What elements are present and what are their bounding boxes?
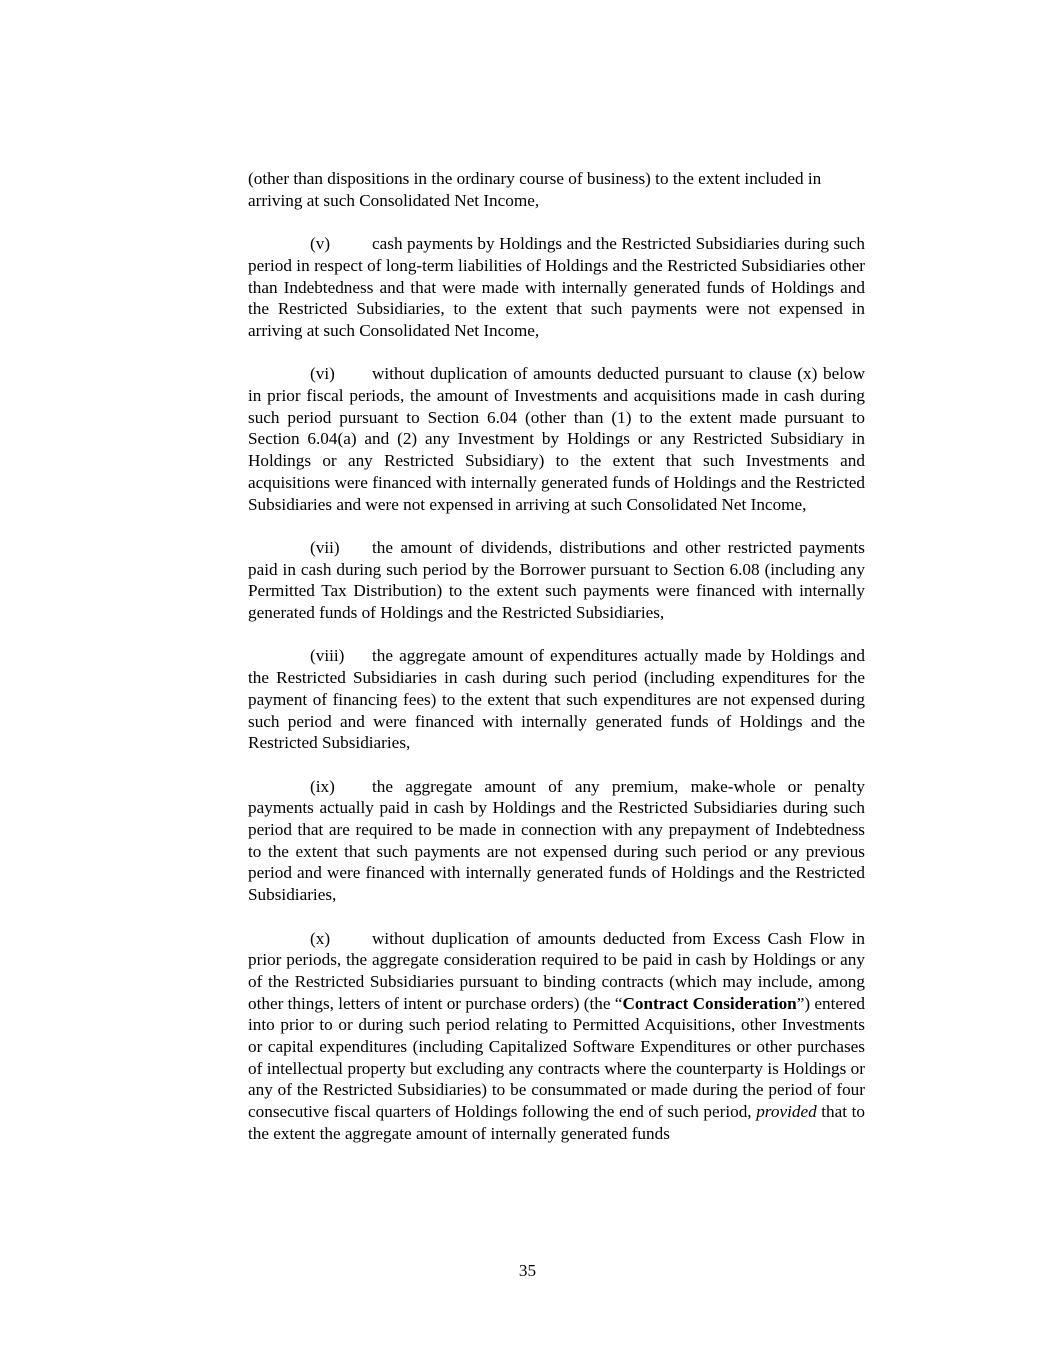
clause-text: without duplication of amounts deducted from Excess Cash Flow in prior periods, the aggregate consideration required to be paid in cash by Holdings or any of the Restricted Subsidiaries pursuant to binding contracts (which may include, among other things, letters of intent or purchase orders) (the “ [248,928,865,1013]
clause-text: the aggregate amount of expenditures actually made by Holdings and the Restricted Subsidiaries in cash during such period (including expenditures for the payment of financing fees) to the extent that such expenditures are not expensed during such period and were financed with internally generated funds of Holdings and the Restricted Subsidiaries, [248,646,865,753]
clause-marker: (viii) [310,646,345,666]
clause-text-end: that to the extent the aggregate amount of internally generated funds [248,1102,865,1143]
clause-text: cash payments by Holdings and the Restricted Subsidiaries during such period in respect of long-term liabilities of Holdings and the Restricted Subsidiaries other than Indebtedness and that were made with internally generated funds of Holdings and the Restricted Subsidiaries, to the extent that such payments were not expensed in arriving at such Consolidated Net Income, [248,234,865,340]
page-number: 35 [518,1261,537,1280]
clause-marker: (ix) [310,776,335,796]
clause-marker: (v) [310,234,331,254]
clause-vi [248,363,865,515]
clause-text: the amount of dividends, distributions and other restricted payments paid in cash during such period by the Borrower pursuant to Section 6.08 (including any Permitted Tax Distribution) to the extent such payments were financed with internally generated funds of Holdings and the Restricted Subsidiaries, [248,537,865,623]
clause-x [248,928,865,1145]
clause-text-continued: ”) entered into prior to or during such period relating to Permitted Acquisitions, other Investments or capital expenditures (including Capitalized Software Expenditures or other purchases of intellectual property but excluding any contracts where the counterparty is Holdings or any of the Restricted Subsidiaries) to be consummated or made during the period of four consecutive fiscal quarters of Holdings following the end of such period, [248,993,865,1122]
proviso-term: provided [756,1102,817,1122]
clause-text: the aggregate amount of any premium, make-whole or penalty payments actually paid in cash by Holdings and the Restricted Subsidiaries during such period that are required to be made in connection with any prepayment of Indebtedness to the extent that such payments are not expensed during such period or any previous period and were financed with internally generated funds of Holdings and the Restricted Subsidiaries, [248,776,865,905]
clause-vii [248,537,865,624]
document-body [248,168,865,1166]
continuation-paragraph: (other than dispositions in the ordinary course of business) to the extent included in arriving at such Consolidated Net Income, [248,169,822,210]
clause-marker: (x) [310,928,331,948]
clause-text: without duplication of amounts deducted pursuant to clause (x) below in prior fiscal periods, the amount of Investments and acquisitions made in cash during such period pursuant to Section 6.04 (other than (1) to the extent made pursuant to Section 6.04(a) and (2) any Investment by Holdings or any Restricted Subsidiary in Holdings or any Restricted Subsidiary) to the extent that such Investments and acquisitions were financed with internally generated funds of Holdings and the Restricted Subsidiaries and were not expensed in arriving at such Consolidated Net Income, [248,364,865,514]
clause-v [248,233,865,342]
clause-marker: (vii) [310,537,340,557]
clause-ix [248,776,865,906]
defined-term: Contract Consideration [622,993,797,1013]
clause-marker: (vi) [310,364,335,384]
clause-viii [248,645,865,754]
